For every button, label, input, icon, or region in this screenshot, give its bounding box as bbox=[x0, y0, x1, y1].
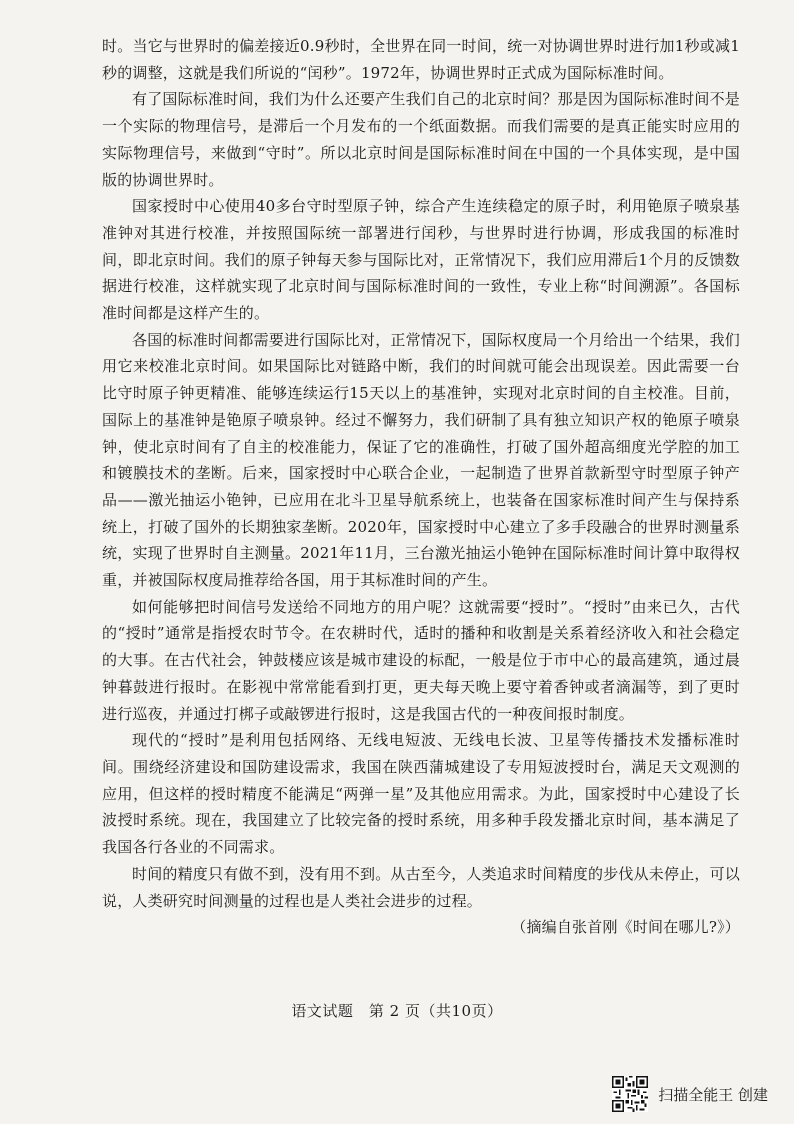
paragraph-3: 国家授时中心使用40多台守时型原子钟，综合产生连续稳定的原子时，利用铯原子喷泉基准钟对其进行校准，并按照国际统一部署进行闰秒，与世界时进行协调，形成我国的标准时间，即北京时间。我们的原子钟每天参与国际比对，正常情况下，我们应用滞后1个月的反馈数据进行校准，这样就实现了北京时间与国际标准时间的一致性，专业上称“时间溯源”。各国标准时间都是这样产生的。 bbox=[102, 197, 740, 323]
paragraph-2: 有了国际标准时间，我们为什么还要产生我们自己的北京时间？那是因为国际标准时间不是一个实际的物理信号，是滞后一个月发布的一个纸面数据。而我们需要的是真正能实时应用的实际物理信号，来做到“守时”。所以北京时间是国际标准时间在中国的一个具体实现，是中国版的协调世界时。 bbox=[102, 90, 741, 189]
paragraph-1: 时。当它与世界时的偏差接近0.9秒时，全世界在同一时间，统一对协调世界时进行加1秒或减1秒的调整，这就是我们所说的“闰秒”。1972年，协调世界时正式成为国际标准时间。 bbox=[102, 37, 740, 82]
scanner-watermark bbox=[612, 1076, 768, 1112]
paragraph-7: 时间的精度只有做不到，没有用不到。从古至今，人类追求时间精度的步伐从未停止，可以说，人类研究时间测量的过程也是人类社会进步的过程。 bbox=[102, 864, 741, 910]
paragraph-4: 各国的标准时间都需要进行国际比对，正常情况下，国际权度局一个月给出一个结果，我们用它来校准北京时间。如果国际比对链路中断，我们的时间就可能会出现误差。因此需要一台比守时原子钟更精准、能够连续运行15天以上的基准钟，实现对北京时间的自主校准。目前，国际上的基准钟是铯原子喷泉钟。经过不懈努力，我们研制了具有独立知识产权的铯原子喷泉钟，使北京时间有了自主的校准能力，保证了它的准确性，打破了国外超高细度光学腔的加工和镀膜技术的垄断。后来，国家授时中心联合企业，一起制造了世界首款新型守时型原子钟产品——激光抽运小铯钟，已应用在北斗卫星导航系统上，也装备在国家标准时间产生与保持系统上，打破了国外的长期独家垄断。2020年，国家授时中心建立了多手段融合的世界时测量系统，实现了世界时自主测量。2021年11月，三台激光抽运小铯钟在国际标准时间计算中取得权重，并被国际权度局推荐给各国，用于其标准时间的产生。 bbox=[102, 330, 741, 590]
paragraph-5: 如何能够把时间信号发送给不同地方的用户呢？这就需要“授时”。“授时”由来已久，古代的“授时”通常是指授农时节令。在农耕时代，适时的播种和收割是关系着经济收入和社会稳定的大事。在古代社会，钟鼓楼应该是城市建设的标配，一般是位于市中心的最高建筑，通过晨钟暮鼓进行报时。在影视中常常能看到打更，更夫每天晚上要守着香钟或者滴漏等，到了更时进行巡夜，并通过打梆子或敲锣进行报时，这是我国古代的一种夜间报时制度。 bbox=[102, 597, 740, 723]
page-footer: 语文试题 第 2 页（共10页） bbox=[291, 1002, 503, 1020]
paragraph-6: 现代的“授时”是利用包括网络、无线电短波、无线电长波、卫星等传播技术发播标准时间。围绕经济建设和国防建设需求，我国在陕西蒲城建设了专用短波授时台，满足天文观测的应用，但这样的授时精度不能满足“两弹一星”及其他应用需求。为此，国家授时中心建设了长波授时系统。现在，我国建立了比较完备的授时系统，用多种手段发播北京时间，基本满足了我国各行各业的不同需求。 bbox=[102, 731, 740, 857]
source-citation: （摘编自张首刚《时间在哪儿?》） bbox=[511, 918, 740, 937]
qr-code-icon bbox=[612, 1076, 648, 1112]
article-body bbox=[102, 33, 740, 941]
watermark-text: 扫描全能王 创建 bbox=[658, 1085, 768, 1104]
